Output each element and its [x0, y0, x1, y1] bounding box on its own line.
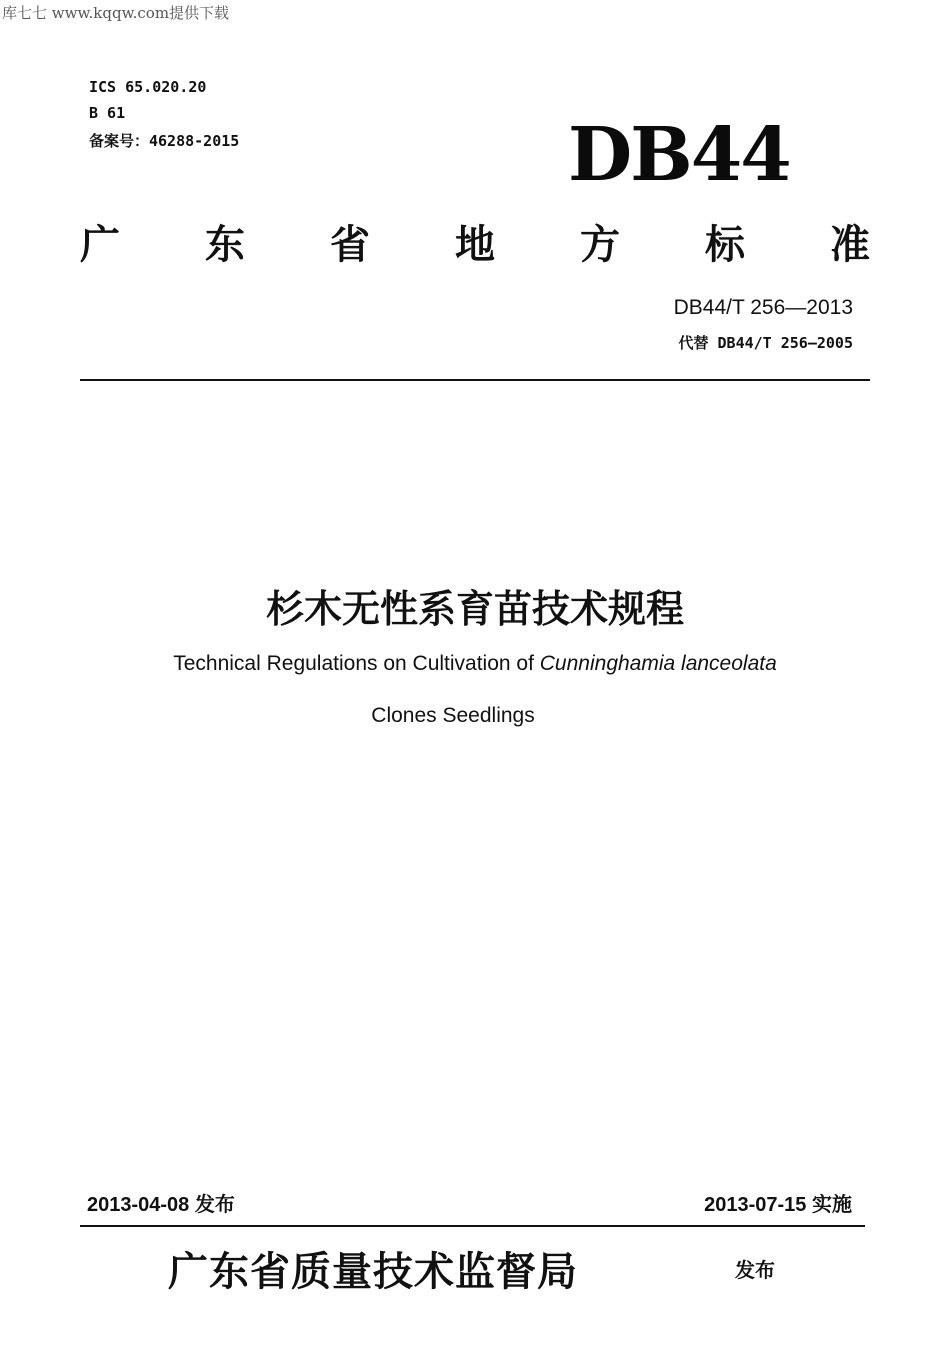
top-divider — [80, 379, 870, 381]
issuer-suffix: 发布 — [735, 1258, 775, 1282]
document-title-en-line2: Clones Seedlings — [371, 704, 535, 727]
ics-code: ICS 65.020.20 — [89, 78, 207, 96]
title-en-regular: Technical Regulations on Cultivation of — [173, 652, 540, 675]
heading-char: 方 — [580, 222, 620, 268]
bottom-divider — [80, 1225, 865, 1227]
db44-logo: DB44 — [568, 112, 790, 198]
heading-char: 省 — [330, 222, 370, 268]
watermark-text: 库七七 www.kqqw.com提供下载 — [2, 4, 230, 22]
ccs-code: B 61 — [89, 104, 126, 122]
heading-char: 标 — [705, 222, 745, 268]
issuing-authority: 广东省质量技术监督局 — [168, 1248, 578, 1295]
document-title-cn: 杉木无性系育苗技术规程 — [265, 587, 684, 631]
province-standard-heading — [80, 222, 870, 268]
heading-char: 东 — [205, 222, 245, 268]
heading-char: 准 — [830, 222, 870, 268]
heading-char: 地 — [455, 222, 495, 268]
standard-number: DB44/T 256—2013 — [673, 296, 853, 319]
title-en-species: Cunninghamia lanceolata — [539, 652, 777, 675]
issue-date: 2013-04-08 发布 — [87, 1194, 235, 1216]
replaces-standard: 代替 DB44/T 256—2005 — [678, 334, 853, 352]
implementation-date: 2013-07-15 实施 — [704, 1194, 852, 1216]
heading-char: 广 — [80, 222, 120, 268]
record-number: 备案号：46288-2015 — [89, 132, 240, 150]
document-title-en-line1 — [0, 652, 950, 676]
